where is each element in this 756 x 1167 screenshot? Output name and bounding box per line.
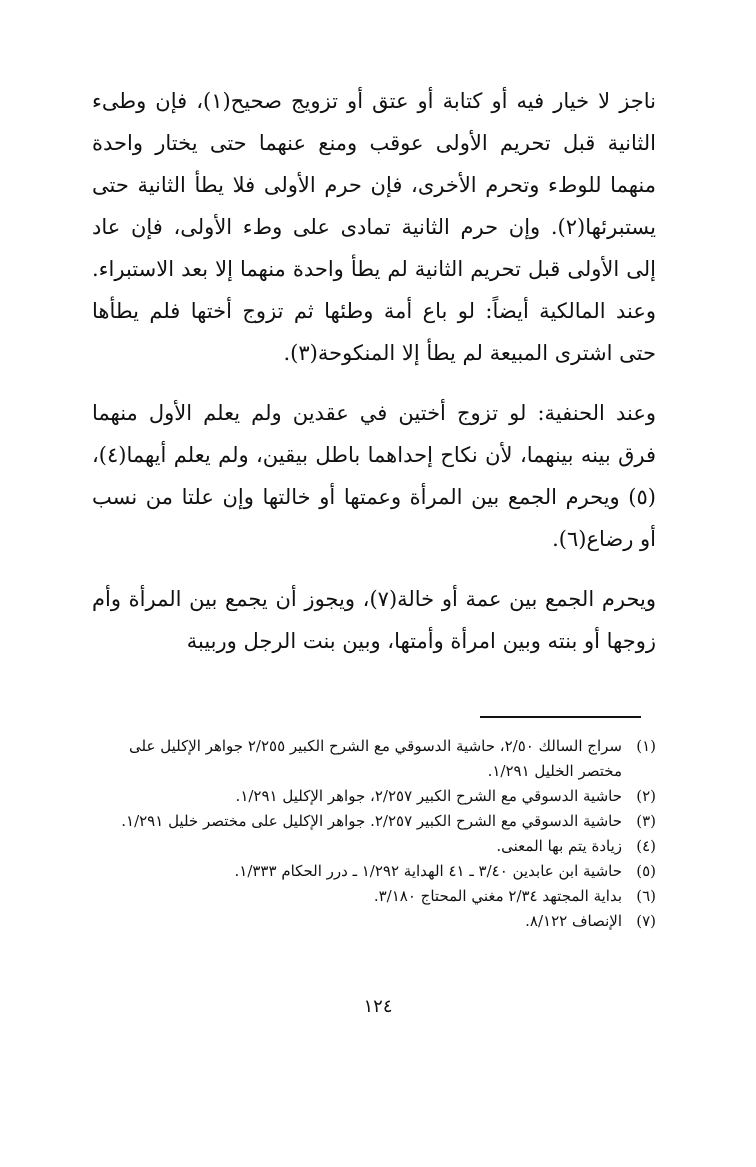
footnote-3 <box>92 809 656 834</box>
footnotes-list <box>92 734 656 934</box>
footnote-text: بداية المجتهد ٢/٣٤ مغني المحتاج ٣/١٨٠. <box>373 887 622 905</box>
footnote-text: سراج السالك ٢/٥٠، حاشية الدسوقي مع الشرح الكبير ٢/٢٥٥ جواهر الإكليل على مختصر الخليل ١/٢٩١. <box>129 737 622 780</box>
footnote-4 <box>92 834 656 859</box>
footnote-number: (٤) <box>636 837 656 855</box>
footnote-text: زيادة يتم بها المعنى. <box>496 837 622 855</box>
paragraph-3: ويحرم الجمع بين عمة أو خالة(٧)، ويجوز أن يجمع بين المرأة وأم زوجها أو بنته وبين امرأة وأمتها، وبين بنت الرجل وربيبة <box>92 587 656 653</box>
page-number: ١٢٤ <box>363 996 393 1017</box>
paragraph-1: ناجز لا خيار فيه أو كتابة أو عتق أو تزويج صحيح(١)، فإن وطىء الثانية قبل تحريم الأولى عوقب ومنع عنهما حتى يختار واحدة منهما للوطء وتحرم الأخرى، فإن حرم الأولى فلا يطأ الثانية حتى يستبرئها(٢). وإن حرم الثانية تمادى على وطء الأولى، فإن عاد إلى الأولى قبل تحريم الثانية لم يطأ واحدة منهما إلا بعد الاستبراء. وعند المالكية أيضاً: لو باع أمة وطئها ثم تزوج أختها فلم يطأها حتى اشترى المبيعة لم يطأ إلا المنكوحة(٣). <box>92 89 657 365</box>
footnote-text: حاشية الدسوقي مع الشرح الكبير ٢/٢٥٧، جواهر الإكليل ١/٢٩١. <box>235 787 622 805</box>
footnote-number: (٢) <box>636 787 656 805</box>
footnote-divider <box>480 716 641 718</box>
footnote-text: حاشية الدسوقي مع الشرح الكبير ٢/٢٥٧. جواهر الإكليل على مختصر خليل ١/٢٩١. <box>121 812 622 830</box>
footnote-number: (٧) <box>636 912 656 930</box>
paragraph-2: وعند الحنفية: لو تزوج أختين في عقدين ولم يعلم الأول منهما فرق بينه بينهما، لأن نكاح إحداهما باطل بيقين، ولم يعلم أيهما(٤)،(٥) ويحرم الجمع بين المرأة وعمتها أو خالتها وإن علتا من نسب أو رضاع(٦). <box>92 401 656 551</box>
footnote-number: (١) <box>636 737 656 755</box>
footnote-7 <box>92 909 656 934</box>
footnote-number: (٥) <box>636 862 656 880</box>
footnote-text: الإنصاف ٨/١٢٢. <box>525 912 622 930</box>
main-text <box>92 80 656 662</box>
footnote-number: (٦) <box>636 887 656 905</box>
footnote-6 <box>92 884 656 909</box>
footnote-2 <box>92 784 656 809</box>
footnote-5 <box>92 859 656 884</box>
footnote-1 <box>92 734 656 784</box>
footnote-text: حاشية ابن عابدين ٣/٤٠ ـ ٤١ الهداية ١/٢٩٢ ـ درر الحكام ١/٣٣٣. <box>234 862 622 880</box>
footnote-number: (٣) <box>636 812 656 830</box>
